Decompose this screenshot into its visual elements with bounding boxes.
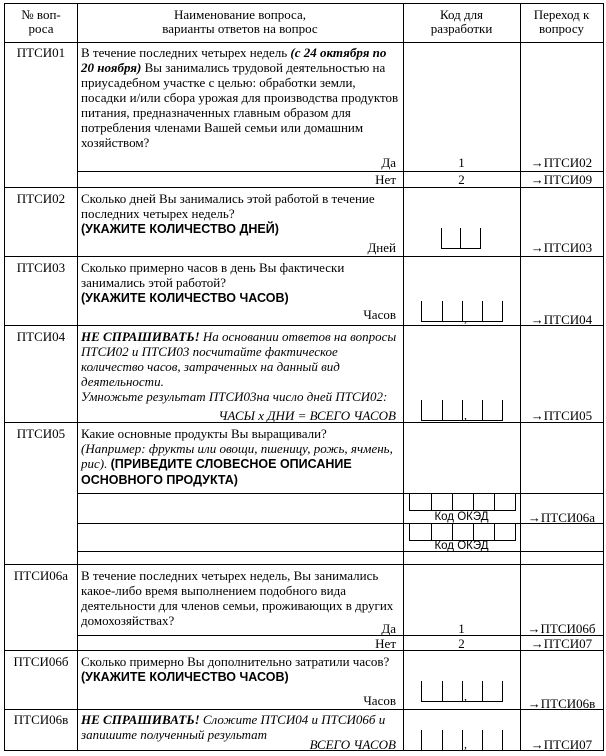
question-row-ptsi03 (5, 257, 603, 326)
question-text: Сколько примерно Вы дополнительно затратили часов? (УКАЖИТЕ КОЛИЧЕСТВО ЧАСОВ) (81, 654, 390, 684)
unit-label: Часов (363, 693, 396, 708)
question-row-ptsi06b (5, 651, 603, 710)
okved-code-box-2[interactable] (409, 523, 516, 541)
answer-yes-label: Да (381, 621, 396, 636)
question-row-ptsi06a (5, 565, 603, 651)
header-question-number: № воп- роса (21, 7, 61, 36)
hours-input-box[interactable] (421, 301, 503, 322)
question-code: ПТСИ06в (13, 712, 69, 727)
instruction-text: (УКАЖИТЕ КОЛИЧЕСТВО ЧАСОВ) (81, 670, 289, 684)
question-row-ptsi05 (5, 423, 603, 565)
question-row-ptsi02 (5, 188, 603, 257)
unit-label: Часов (363, 307, 396, 322)
okved-code-box-1[interactable] (409, 493, 516, 511)
question-code: ПТСИ05 (16, 426, 66, 441)
decimal-comma: , (464, 737, 467, 751)
question-text: НЕ СПРАШИВАТЬ! Сложите ПТСИ04 и ПТСИ06б и запишите полученный результат (81, 712, 386, 742)
goto-text: →ПТСИ03 (530, 240, 593, 255)
question-text: Сколько дней Вы занимались этой работой в течение последних четырех недель? (УКАЖИТЕ КОЛИЧЕСТВО ДНЕЙ) (81, 191, 375, 236)
decimal-comma: , (464, 311, 467, 325)
question-code: ПТСИ02 (16, 191, 66, 206)
question-text: НЕ СПРАШИВАТЬ! На основании ответов на вопросы ПТСИ02 и ПТСИ03 посчитайте фактическое количество часов, затраченных на данный вид деятельности. Умножьте результат ПТСИ03на число дней ПТСИ02: (81, 329, 397, 404)
goto-text: →ПТСИ07 (530, 737, 593, 752)
decimal-comma: , (464, 689, 467, 703)
answer-yes-goto: →ПТСИ02 (530, 155, 593, 170)
answer-no-goto: →ПТСИ09 (530, 172, 593, 187)
question-code: ПТСИ04 (16, 329, 66, 344)
table-header (5, 4, 603, 43)
answer-no-label: Нет (375, 636, 396, 651)
unit-label: Дней (367, 240, 396, 255)
answer-yes-goto: →ПТСИ06б (527, 621, 596, 636)
header-dev-code: Код для разработки (430, 7, 493, 36)
instruction-text: (ПРИВЕДИТЕ СЛОВЕСНОЕ ОПИСАНИЕ ОСНОВНОГО ПРОДУКТА) (81, 457, 352, 487)
question-row-ptsi04 (5, 326, 603, 423)
additional-hours-box[interactable] (421, 681, 503, 702)
total-hours-box[interactable] (421, 400, 503, 421)
question-text: Какие основные продукты Вы выращивали? (Например: фрукты или овощи, пшеницу, рожь, ячмень, рис). (ПРИВЕДИТЕ СЛОВЕСНОЕ ОПИСАНИЕ ОСНОВНОГО ПРОДУКТА) (81, 426, 393, 487)
days-input-box[interactable] (441, 228, 481, 249)
answer-yes-code: 1 (458, 621, 465, 636)
formula-text: ЧАСЫ х ДНИ = ВСЕГО ЧАСОВ (218, 408, 396, 423)
formula-text: ВСЕГО ЧАСОВ (309, 737, 396, 752)
grand-total-box[interactable] (421, 730, 503, 751)
decimal-comma: , (464, 408, 467, 422)
question-row-ptsi06v (5, 710, 603, 750)
question-text: В течение последних четырех недель (с 24 октября по 20 ноября) Вы занимались трудовой деятельностью на приусадебном участке с целью: обработки земли, посадки и/или сбора урожая для производства продуктов питания, предназначенных главным образом для потребления членами Вашей семьи или домашним хозяйством? (81, 45, 399, 150)
answer-no-code: 2 (458, 172, 465, 187)
question-code: ПТСИ06а (13, 568, 69, 583)
answer-yes-label: Да (381, 155, 396, 170)
header-question-name: Наименование вопроса, варианты ответов на вопрос (162, 7, 318, 36)
answer-yes-code: 1 (458, 155, 465, 170)
goto-text: →ПТСИ05 (530, 408, 593, 423)
question-row-ptsi01 (5, 43, 603, 188)
question-code: ПТСИ06б (13, 654, 69, 669)
answer-no-code: 2 (458, 636, 465, 651)
goto-text: →ПТСИ04 (530, 312, 593, 327)
goto-text: →ПТСИ06а (527, 510, 596, 525)
header-goto: Переход к вопросу (533, 7, 590, 36)
question-code: ПТСИ03 (16, 260, 66, 275)
question-text: Сколько примерно часов в день Вы фактически занимались этой работой? (УКАЖИТЕ КОЛИЧЕСТВО ЧАСОВ) (81, 260, 345, 305)
answer-no-label: Нет (375, 172, 396, 187)
goto-text: →ПТСИ06в (527, 696, 596, 711)
answer-no-goto: →ПТСИ07 (530, 636, 593, 651)
instruction-text: (УКАЖИТЕ КОЛИЧЕСТВО ДНЕЙ) (81, 222, 279, 236)
okved-label-1: Код ОКЭД (434, 511, 489, 523)
okved-label-2: Код ОКЭД (434, 540, 489, 552)
instruction-text: (УКАЖИТЕ КОЛИЧЕСТВО ЧАСОВ) (81, 291, 289, 305)
question-text: В течение последних четырех недель, Вы занимались какое-либо время выполнением подобного вида деятельности для членов семьи, проживающих в других домохозяйствах? (81, 568, 394, 628)
question-code: ПТСИ01 (16, 45, 66, 60)
questionnaire-table (4, 3, 604, 751)
